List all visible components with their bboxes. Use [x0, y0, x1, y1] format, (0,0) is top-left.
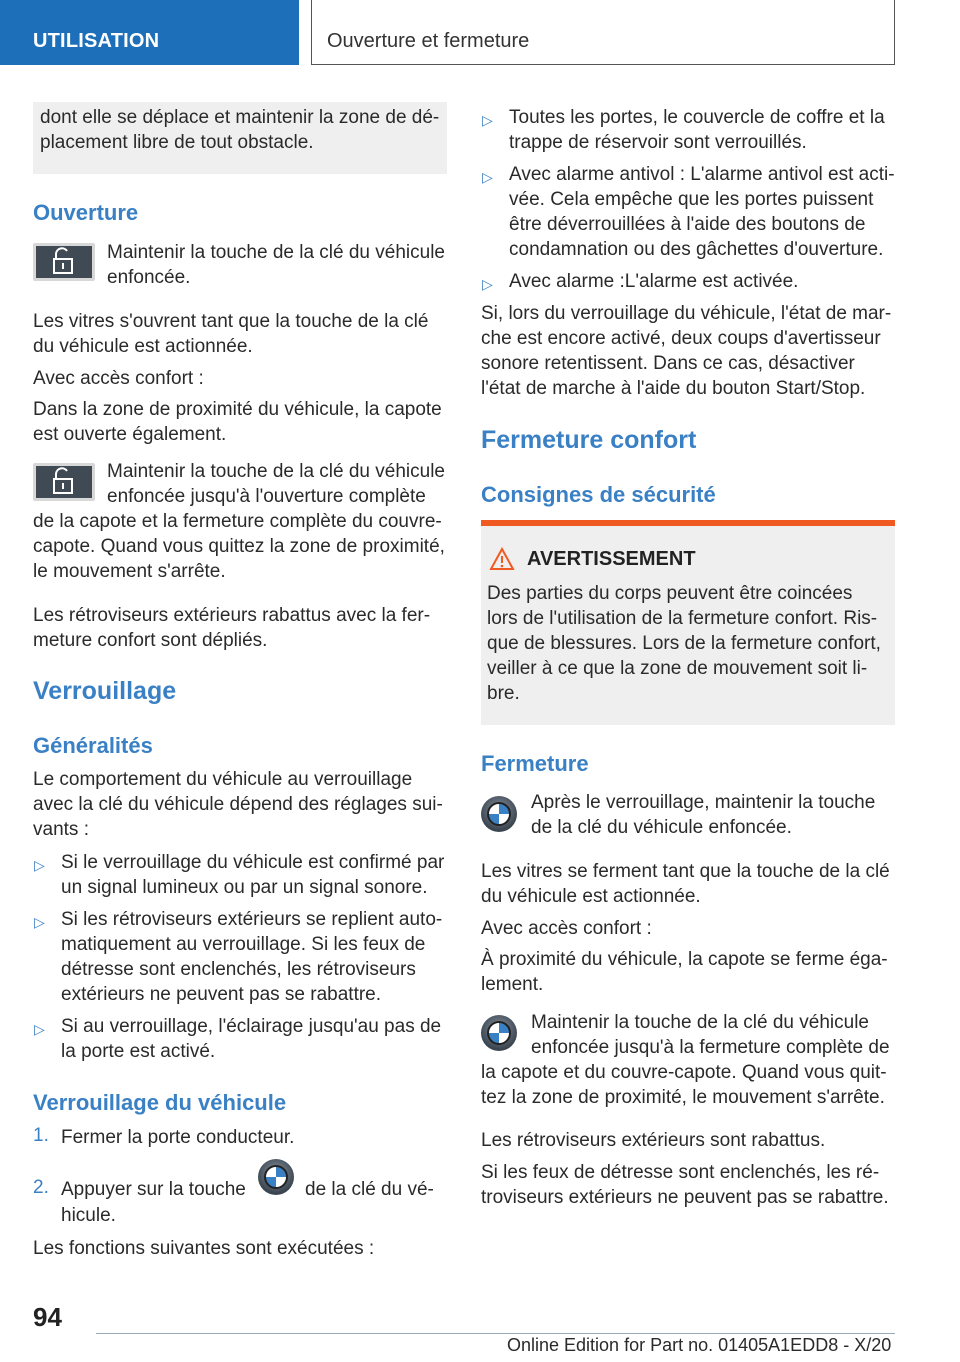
- left-bullet-2-l2: matiquement au verrouillage. Si les feux de: [61, 934, 426, 955]
- ouverture-p5-l2: meture confort sont dépliés.: [33, 630, 268, 651]
- bmw-logo-key-icon: [481, 796, 517, 832]
- ouverture-p2: Avec accès confort :: [33, 368, 204, 389]
- ouverture-p4-l3: le mouvement s'arrête.: [33, 561, 226, 582]
- right-p5-l1: la capote et du couvre-capote. Quand vous quit-: [481, 1062, 887, 1083]
- closing-paragraph: Les fonctions suivantes sont exécutées :: [33, 1238, 375, 1259]
- bullet-triangle-icon: ▷: [482, 169, 493, 185]
- ouverture-p4-l1: de la capote et la fermeture complète du couvre-: [33, 511, 442, 532]
- right-key2-l1: Maintenir la touche de la clé du véhicule: [531, 1012, 869, 1033]
- left-bullet-2-l1: Si les rétroviseurs extérieurs se replient auto-: [61, 909, 443, 930]
- step-2-text-b: de la clé du vé-: [305, 1179, 434, 1200]
- fermeture-heading: Fermeture: [481, 751, 589, 776]
- bullet-triangle-icon: ▷: [482, 112, 493, 128]
- verrou-vehicule-heading: Verrouillage du véhicule: [33, 1090, 287, 1115]
- consignes-heading: Consignes de sécurité: [481, 482, 716, 507]
- footer-divider: [96, 1333, 895, 1334]
- generalites-heading: Généralités: [33, 733, 153, 758]
- bmw-logo-key-icon: [258, 1159, 294, 1195]
- left-bullet-1-l2: un signal lumineux ou par un signal sonore.: [61, 877, 428, 898]
- chapter-label: Ouverture et fermeture: [327, 30, 530, 52]
- right-p2-l1: Les vitres se ferment tant que la touche de la clé: [481, 861, 890, 882]
- section-label: UTILISATION: [33, 30, 160, 52]
- left-bullet-1-l1: Si le verrouillage du véhicule est confirmé par: [61, 852, 445, 873]
- edition-label: Online Edition for Part no. 01405A1EDD8 - X/20: [507, 1335, 892, 1355]
- generalites-l1: Le comportement du véhicule au verrouillage: [33, 769, 413, 790]
- unlock-key-icon-2: [33, 463, 95, 501]
- ouverture-p1-l1: Les vitres s'ouvrent tant que la touche de la clé: [33, 311, 429, 332]
- bmw-logo-key-icon: [481, 1015, 517, 1051]
- right-p4-l2: lement.: [481, 974, 544, 995]
- ouverture-key-line-2: enfoncée.: [107, 267, 191, 288]
- step-number-1: 1.: [33, 1125, 49, 1146]
- right-bullet-2-l4: condamnation ou des gâchettes d'ouverture.: [509, 239, 884, 260]
- section-tab[interactable]: [0, 0, 299, 65]
- warning-l1: Des parties du corps peuvent être coincées: [487, 583, 853, 604]
- step-2-text-a: Appuyer sur la touche: [61, 1179, 246, 1200]
- warning-l2: lors de l'utilisation de la fermeture confort. Ris-: [487, 608, 878, 629]
- verrouillage-heading: Verrouillage: [33, 677, 177, 705]
- right-bullet-2-l2: vée. Cela empêche que les portes puissent: [509, 189, 874, 210]
- right-bullet-1-l2: trappe de réservoir sont verrouillés.: [509, 132, 807, 153]
- fermeture-key-l1: Après le verrouillage, maintenir la touche: [531, 792, 876, 813]
- bmw-roundel-icon: [481, 796, 517, 832]
- step-1-text: Fermer la porte conducteur.: [61, 1127, 295, 1148]
- right-bullet-2-l3: être déverrouillées à l'aide des boutons de: [509, 214, 866, 235]
- right-bullet-1-l1: Toutes les portes, le couvercle de coffre et la: [509, 107, 885, 128]
- bmw-roundel-icon: [481, 1015, 517, 1051]
- intro-line-2: placement libre de tout obstacle.: [40, 132, 314, 153]
- right-p1-l4: l'état de marche à l'aide du bouton Start/Stop.: [481, 378, 866, 399]
- step-number-2: 2.: [33, 1177, 49, 1198]
- generalites-l2: avec la clé du véhicule dépend des réglages sui-: [33, 794, 443, 815]
- left-bullet-2-l4: extérieurs ne peuvent pas se rabattre.: [61, 984, 382, 1005]
- step-2-text-c: hicule.: [61, 1205, 116, 1226]
- fermeture-confort-heading: Fermeture confort: [481, 426, 697, 454]
- bullet-triangle-icon: ▷: [34, 857, 45, 873]
- bullet-triangle-icon: ▷: [482, 276, 493, 292]
- ouverture-key-line-1: Maintenir la touche de la clé du véhicule: [107, 242, 445, 263]
- unlock-icon: [36, 246, 92, 278]
- ouverture-key2-l1: Maintenir la touche de la clé du véhicule: [107, 461, 445, 482]
- chapter-tab: [311, 0, 895, 65]
- warning-l4: veiller à ce que la zone de mouvement soit li-: [487, 658, 868, 679]
- right-p7-l1: Si les feux de détresse sont enclenchés, les ré-: [481, 1162, 880, 1183]
- right-p6: Les rétroviseurs extérieurs sont rabattus.: [481, 1130, 826, 1151]
- ouverture-heading: Ouverture: [33, 200, 139, 225]
- ouverture-p3-l2: est ouverte également.: [33, 424, 227, 445]
- left-bullet-3-l2: la porte est activé.: [61, 1041, 216, 1062]
- warning-l3: que de blessures. Lors de la fermeture confort,: [487, 633, 881, 654]
- warning-triangle-icon: [489, 547, 515, 571]
- right-key2-l2: enfoncée jusqu'à la fermeture complète de: [531, 1037, 890, 1058]
- fermeture-key-l2: de la clé du véhicule enfoncée.: [531, 817, 792, 838]
- right-p3: Avec accès confort :: [481, 918, 652, 939]
- ouverture-p3-l1: Dans la zone de proximité du véhicule, la capote: [33, 399, 442, 420]
- unlock-icon: [36, 466, 92, 498]
- intro-line-1: dont elle se déplace et maintenir la zone de dé-: [40, 107, 440, 128]
- bullet-triangle-icon: ▷: [34, 1021, 45, 1037]
- right-p7-l2: troviseurs extérieurs ne peuvent pas se rabattre.: [481, 1187, 889, 1208]
- right-bullet-3-l1: Avec alarme :L'alarme est activée.: [509, 271, 799, 292]
- right-p1-l3: sonore retentissent. Dans ce cas, désactiver: [481, 353, 855, 374]
- left-bullet-2-l3: détresse sont enclenchés, les rétroviseurs: [61, 959, 416, 980]
- ouverture-key2-l2: enfoncée jusqu'à l'ouverture complète: [107, 486, 426, 507]
- ouverture-p4-l2: capote. Quand vous quittez la zone de proximité,: [33, 536, 445, 557]
- right-p1-l2: che est encore activé, deux coups d'avertisseur: [481, 328, 881, 349]
- ouverture-p1-l2: du véhicule est actionnée.: [33, 336, 253, 357]
- right-p4-l1: À proximité du véhicule, la capote se ferme éga-: [481, 949, 888, 970]
- warning-l5: bre.: [487, 683, 520, 704]
- left-bullet-3-l1: Si au verrouillage, l'éclairage jusqu'au pas de: [61, 1016, 442, 1037]
- right-p1-l1: Si, lors du verrouillage du véhicule, l'état de mar-: [481, 303, 892, 324]
- ouverture-p5-l1: Les rétroviseurs extérieurs rabattus avec la fer-: [33, 605, 431, 626]
- bmw-roundel-icon: [258, 1159, 294, 1195]
- generalites-l3: vants :: [33, 819, 89, 840]
- unlock-key-icon: [33, 243, 95, 281]
- right-p2-l2: du véhicule est actionnée.: [481, 886, 701, 907]
- right-bullet-2-l1: Avec alarme antivol : L'alarme antivol est acti-: [509, 164, 895, 185]
- right-p5-l2: tez la zone de proximité, le mouvement s'arrête.: [481, 1087, 885, 1108]
- page-number: 94: [33, 1302, 62, 1332]
- warning-title: AVERTISSEMENT: [527, 548, 696, 570]
- bullet-triangle-icon: ▷: [34, 914, 45, 930]
